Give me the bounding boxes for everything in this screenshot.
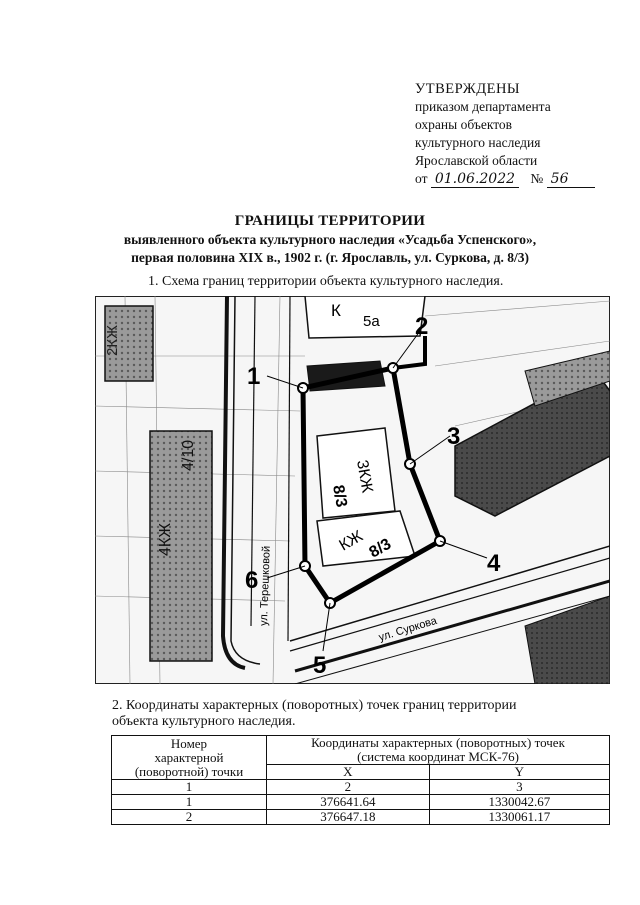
header-point-number bbox=[112, 736, 267, 780]
building-label-5a: 5а bbox=[363, 313, 380, 330]
table-row bbox=[112, 810, 610, 825]
table-cell: 1330061.17 bbox=[429, 810, 609, 825]
document-subtitle-line2: первая половина XIX в., 1902 г. (г. Ярославль, ул. Суркова, д. 8/3) bbox=[131, 250, 529, 265]
document-title: ГРАНИЦЫ ТЕРРИТОРИИ bbox=[234, 213, 426, 229]
approval-line: Ярославской области bbox=[415, 153, 538, 168]
point-label-3: 3 bbox=[447, 423, 461, 450]
point-label-1: 1 bbox=[247, 363, 261, 390]
header-coordinates bbox=[267, 736, 610, 765]
approval-date-line bbox=[415, 170, 615, 188]
table-cell: 1 bbox=[112, 780, 267, 795]
header-x: X bbox=[267, 765, 430, 780]
header-y: Y bbox=[429, 765, 609, 780]
point-label-6: 6 bbox=[245, 567, 259, 594]
table-cell: 2 bbox=[267, 780, 430, 795]
header-line: (поворотной) точки bbox=[134, 763, 244, 779]
point-label-2: 2 bbox=[415, 313, 429, 340]
coordinates-table bbox=[111, 735, 610, 825]
header-line: характерной bbox=[154, 749, 224, 765]
building-label-4kzh: 4КЖ bbox=[157, 523, 174, 556]
header-line: Координаты характерных (поворотных) точек bbox=[311, 735, 565, 750]
building-label-4-10: 4/10 bbox=[180, 439, 197, 471]
building-label-3kzh: 3КЖ bbox=[353, 458, 376, 495]
building-label-8-3-top: 8/3 bbox=[329, 483, 350, 509]
table-index-row bbox=[112, 780, 610, 795]
boundary-map bbox=[95, 296, 610, 684]
document-subtitle-line1: выявленного объекта культурного наследия «Усадьба Успенского», bbox=[123, 232, 537, 247]
approval-date: 01.06.2022 bbox=[431, 171, 519, 188]
table-cell: 1 bbox=[112, 795, 267, 810]
table-row bbox=[112, 795, 610, 810]
table-cell: 376641.64 bbox=[267, 795, 430, 810]
street-label-surkova: ул. Суркова bbox=[377, 614, 439, 644]
approval-number: 56 bbox=[547, 171, 595, 188]
approval-block bbox=[415, 80, 615, 188]
header-line: Номер bbox=[170, 735, 208, 751]
building-label-k: К bbox=[331, 301, 341, 320]
approval-heading: УТВЕРЖДЕНЫ bbox=[415, 81, 521, 97]
approval-line: охраны объектов bbox=[415, 117, 513, 132]
table-header-row bbox=[112, 736, 610, 765]
table-cell: 376647.18 bbox=[267, 810, 430, 825]
section1-heading: 1. Схема границ территории объекта культурного наследия. bbox=[148, 274, 504, 289]
building-label-8-3-bottom: 8/3 bbox=[366, 535, 395, 562]
table-cell: 2 bbox=[112, 810, 267, 825]
street-label-tereshkovoy: ул. Терешковой bbox=[258, 545, 273, 627]
table-cell: 1330042.67 bbox=[429, 795, 609, 810]
section2-heading-cont: объекта культурного наследия. bbox=[112, 714, 296, 729]
building-label-2kzh: 2КЖ bbox=[104, 325, 121, 356]
approval-line: культурного наследия bbox=[415, 135, 541, 150]
point-label-5: 5 bbox=[313, 652, 327, 679]
building-kzh-8-3 bbox=[317, 511, 415, 566]
point-label-4: 4 bbox=[487, 550, 501, 577]
building-label-kzh: КЖ bbox=[336, 527, 366, 555]
number-prefix: № bbox=[530, 171, 544, 186]
date-prefix: от bbox=[415, 171, 428, 186]
section2-heading: 2. Координаты характерных (поворотных) точек границ территории bbox=[112, 698, 517, 713]
approval-line: приказом департамента bbox=[415, 99, 551, 114]
header-line: (система координат МСК-76) bbox=[357, 749, 519, 764]
table-cell: 3 bbox=[429, 780, 609, 795]
